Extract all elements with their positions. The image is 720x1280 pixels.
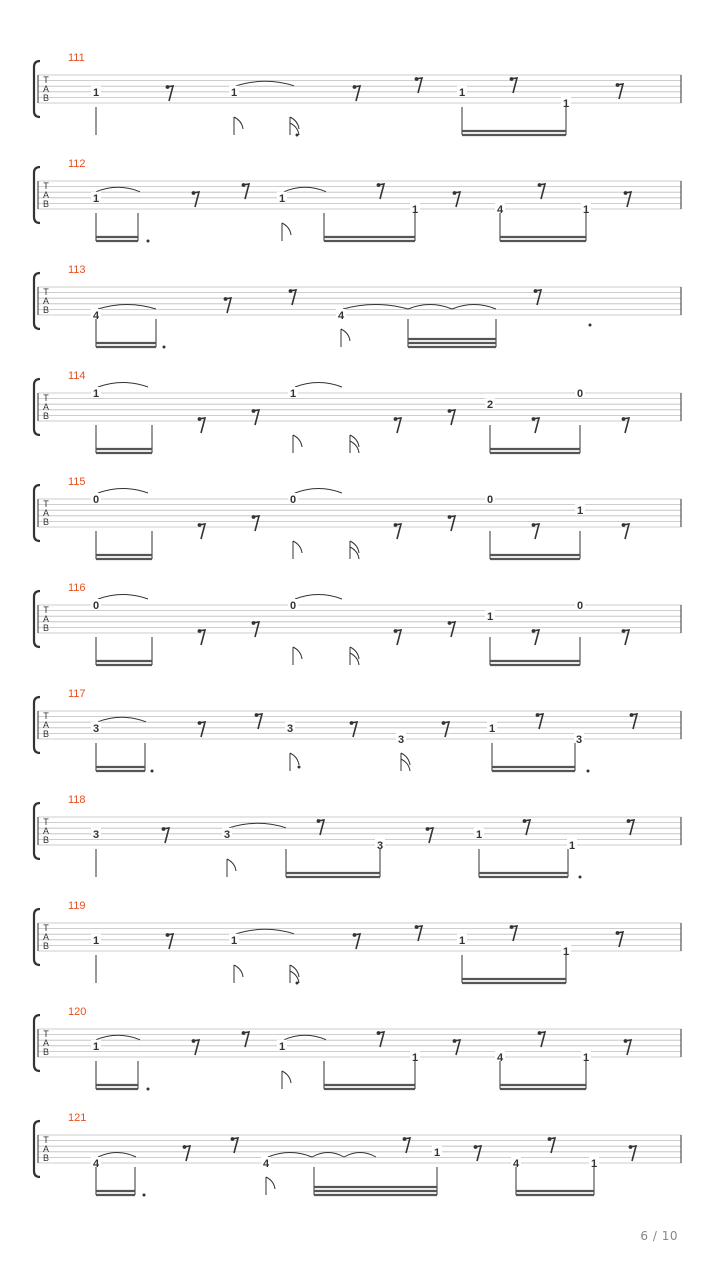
tie xyxy=(96,187,140,192)
fret-number: 1 xyxy=(562,98,570,110)
note-flag xyxy=(234,965,243,977)
tie xyxy=(268,1153,312,1158)
tab-clef-letter: B xyxy=(42,941,50,951)
tab-system xyxy=(34,264,681,349)
tab-clef-letter: T xyxy=(43,75,49,85)
system-brace xyxy=(34,1015,40,1071)
tab-clef-letter: A xyxy=(42,614,50,624)
note-flag xyxy=(282,1071,291,1083)
tab-system xyxy=(34,370,681,453)
tab-clef-letter: B xyxy=(42,517,50,527)
tie xyxy=(295,489,342,494)
rhythm-dot xyxy=(147,1088,150,1091)
system-brace xyxy=(34,909,40,965)
rhythm-dot xyxy=(147,240,150,243)
tab-clef-letter: B xyxy=(42,623,50,633)
tie xyxy=(96,1035,140,1040)
fret-number: 3 xyxy=(397,734,405,746)
measure-number: 117 xyxy=(68,688,86,700)
tab-system xyxy=(34,52,681,137)
tab-clef-letter: A xyxy=(42,190,50,200)
note-flag xyxy=(350,647,359,659)
tab-system xyxy=(34,688,681,773)
tab-clef-letter: T xyxy=(43,499,49,509)
tie xyxy=(236,81,294,86)
tie xyxy=(312,1153,344,1158)
system-brace xyxy=(34,167,40,223)
tie xyxy=(344,1153,376,1158)
tab-clef-letter: A xyxy=(42,720,50,730)
fret-number: 1 xyxy=(582,204,590,216)
tab-clef-letter: B xyxy=(42,305,50,315)
fret-number: 1 xyxy=(278,192,286,205)
tab-clef-letter: A xyxy=(42,508,50,518)
system-brace xyxy=(34,697,40,753)
tab-clef-letter: A xyxy=(42,402,50,412)
tie xyxy=(284,1035,326,1040)
fret-number: 1 xyxy=(92,1040,100,1053)
tie xyxy=(98,489,148,494)
measure-number: 111 xyxy=(68,52,85,64)
note-flag xyxy=(266,1177,275,1189)
rhythm-dot xyxy=(579,876,582,879)
rhythm-dot xyxy=(589,324,592,327)
measure-number: 121 xyxy=(68,1112,87,1124)
fret-number: 1 xyxy=(475,828,483,841)
system-brace xyxy=(34,591,40,647)
fret-number: 0 xyxy=(289,600,297,612)
note-flag xyxy=(293,647,302,659)
system-brace xyxy=(34,61,40,117)
measure-number: 116 xyxy=(68,582,86,594)
note-flag xyxy=(290,117,299,129)
note-flag xyxy=(401,753,410,765)
fret-number: 1 xyxy=(576,505,584,518)
tie xyxy=(408,305,452,310)
measure-number: 118 xyxy=(68,794,86,806)
tab-system xyxy=(34,1006,681,1091)
fret-number: 1 xyxy=(92,192,100,205)
note-flag xyxy=(227,859,236,871)
fret-number: 4 xyxy=(337,310,345,322)
fret-number: 1 xyxy=(289,388,297,400)
tab-clef-letter: A xyxy=(42,1144,50,1154)
tie xyxy=(236,929,294,934)
fret-number: 1 xyxy=(486,611,494,624)
note-flag xyxy=(293,541,302,553)
fret-number: 0 xyxy=(486,494,494,506)
fret-number: 4 xyxy=(92,310,100,322)
measure-number: 114 xyxy=(68,370,86,382)
tie xyxy=(295,595,342,600)
measure-number: 112 xyxy=(68,158,86,170)
rhythm-dot xyxy=(298,766,301,769)
fret-number: 1 xyxy=(458,86,466,99)
rhythm-dot xyxy=(296,982,299,985)
rhythm-dot xyxy=(143,1194,146,1197)
tab-clef-letter: A xyxy=(42,1038,50,1048)
tab-clef-letter: B xyxy=(42,835,50,845)
fret-number: 0 xyxy=(92,600,100,612)
tab-clef-letter: T xyxy=(43,1135,49,1145)
tie xyxy=(229,823,286,828)
fret-number: 4 xyxy=(262,1158,270,1170)
rhythm-dot xyxy=(587,770,590,773)
tab-clef-letter: A xyxy=(42,296,50,306)
tab-clef-letter: A xyxy=(42,84,50,94)
fret-number: 1 xyxy=(411,204,419,216)
tab-clef-letter: T xyxy=(43,711,49,721)
tab-system xyxy=(34,158,681,243)
fret-number: 1 xyxy=(411,1052,419,1064)
fret-number: 4 xyxy=(512,1158,520,1170)
fret-number: 1 xyxy=(278,1040,286,1053)
note-flag xyxy=(350,541,359,553)
measure-number: 120 xyxy=(68,1006,87,1018)
fret-number: 4 xyxy=(496,204,504,216)
note-flag xyxy=(290,965,299,977)
tie xyxy=(98,1153,136,1158)
note-flag xyxy=(341,329,350,341)
system-brace xyxy=(34,273,40,329)
note-flag xyxy=(290,753,299,765)
fret-number: 0 xyxy=(576,600,584,612)
fret-number: 1 xyxy=(433,1146,441,1159)
fret-number: 0 xyxy=(92,494,100,506)
fret-number: 0 xyxy=(289,494,297,506)
tab-clef-letter: B xyxy=(42,199,50,209)
fret-number: 2 xyxy=(486,399,494,412)
note-flag xyxy=(282,223,291,235)
tie xyxy=(98,383,148,388)
fret-number: 0 xyxy=(576,388,584,400)
system-brace xyxy=(34,485,40,541)
fret-number: 3 xyxy=(92,828,100,841)
fret-number: 1 xyxy=(590,1158,598,1170)
fret-number: 1 xyxy=(568,840,576,852)
tab-clef-letter: B xyxy=(42,411,50,421)
tab-clef-letter: T xyxy=(43,1029,49,1039)
tab-system xyxy=(34,794,681,879)
tie xyxy=(98,717,146,722)
system-brace xyxy=(34,1121,40,1177)
tab-clef-letter: T xyxy=(43,923,49,933)
fret-number: 1 xyxy=(582,1052,590,1064)
fret-number: 4 xyxy=(496,1052,504,1064)
tab-clef-letter: B xyxy=(42,729,50,739)
measure-number: 119 xyxy=(68,900,86,912)
rhythm-dot xyxy=(151,770,154,773)
tab-clef-letter: T xyxy=(43,393,49,403)
tab-clef-letter: T xyxy=(43,181,49,191)
fret-number: 3 xyxy=(575,734,583,746)
tab-clef-letter: T xyxy=(43,287,49,297)
note-flag xyxy=(350,435,359,447)
tab-clef-letter: B xyxy=(42,1047,50,1057)
tab-clef-letter: B xyxy=(42,93,50,103)
fret-number: 1 xyxy=(92,934,100,947)
fret-number: 1 xyxy=(488,722,496,735)
tab-clef-letter: B xyxy=(42,1153,50,1163)
fret-number: 4 xyxy=(92,1158,100,1170)
tab-clef-letter: T xyxy=(43,605,49,615)
page-number: 6 / 10 xyxy=(640,1229,678,1243)
fret-number: 1 xyxy=(230,934,238,947)
fret-number: 1 xyxy=(230,86,238,99)
system-brace xyxy=(34,379,40,435)
note-flag xyxy=(293,435,302,447)
measure-number: 115 xyxy=(68,476,86,488)
fret-number: 1 xyxy=(562,946,570,958)
fret-number: 3 xyxy=(92,722,100,735)
system-brace xyxy=(34,803,40,859)
tab-system xyxy=(34,476,681,559)
fret-number: 1 xyxy=(458,934,466,947)
tie xyxy=(452,305,496,310)
fret-number: 1 xyxy=(92,388,100,400)
fret-number: 3 xyxy=(376,840,384,852)
note-flag xyxy=(234,117,243,129)
fret-number: 1 xyxy=(92,86,100,99)
tab-clef-letter: A xyxy=(42,932,50,942)
tab-clef-letter: A xyxy=(42,826,50,836)
rhythm-dot xyxy=(296,134,299,137)
tie xyxy=(343,305,408,310)
tie xyxy=(295,383,342,388)
measure-number: 113 xyxy=(68,264,86,276)
tab-system xyxy=(34,900,681,985)
tie xyxy=(284,187,326,192)
tab-clef-letter: T xyxy=(43,817,49,827)
tie xyxy=(98,595,148,600)
tab-system xyxy=(34,1112,681,1197)
rhythm-dot xyxy=(163,346,166,349)
tab-system xyxy=(34,582,681,665)
tie xyxy=(98,305,156,310)
fret-number: 3 xyxy=(223,828,231,841)
fret-number: 3 xyxy=(286,722,294,735)
